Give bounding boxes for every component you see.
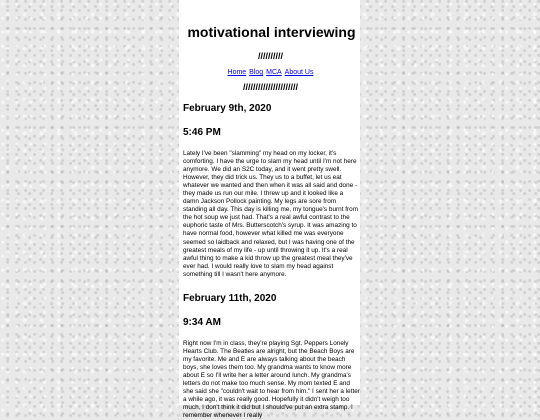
nav-link-blog[interactable]: Blog [249, 69, 264, 76]
post-body: Lately I've been "slamming" my head on my locker, it's comforting. I have the urge to slam my head until I'm not here anymore. We did an S2C today, and it went pretty swell. However, they did trick us. They us to a buffet, let us eat whatever we wanted and then when it was all said and done - they made us run our mile. I threw up and it looked like a damn Jackson Pollock painting. My legs are sore from standing all day. This day is killing me, my tongue's burnt from the hot soup we just had. That's a real awful contrast to the euphoric taste of Mrs. Butterscotch's syrup. It was amazing to have normal food, however what killed me was everyone seemed so laidback and relaxed, but I was having one of the greatest meals of my life - up until throwing it up. It's a real awful thing to make a kid throw up the greatest meal they've ever had. I would really love to slam my head against something till I wasn't here anymore. [183, 150, 359, 278]
content-inner [179, 0, 360, 420]
post-date: February 11th, 2020 [183, 292, 277, 304]
site-title: motivational interviewing [187, 24, 356, 40]
nav-bar [181, 69, 360, 76]
nav-link-home[interactable]: Home [227, 69, 247, 76]
post-time: 9:34 AM [183, 316, 221, 328]
nav-link-mca[interactable]: MCA [266, 69, 282, 76]
post-date: February 9th, 2020 [183, 103, 272, 114]
decoration-slashes-top: ////////// [257, 51, 283, 61]
post-body: Right now I'm in class, they're playing Sgt. Peppers Lonely Hearts Club. The Beatles are alright, but the Beach Boys are my favorite. Me and E are always talking about the beach boys, she loves them too. My grandma wants to know more about E so I'll write her a letter around lunch. My grandma's letters do not make too much sense. My mom texted E and she said she "couldn't wait to hear from him." I sent her a letter a while ago, it was really good. Hopefully it didn't weigh too much, I don't think it did but I should've put an extra stamp. I remember whenever I really [183, 339, 360, 420]
decoration-slashes-bottom: ////////////////////// [242, 82, 298, 92]
post-time: 5:46 PM [183, 127, 221, 138]
content-column [179, 0, 360, 420]
blog-post [181, 293, 360, 420]
nav-link-about-us[interactable]: About Us [284, 69, 314, 76]
blog-post [181, 103, 360, 279]
